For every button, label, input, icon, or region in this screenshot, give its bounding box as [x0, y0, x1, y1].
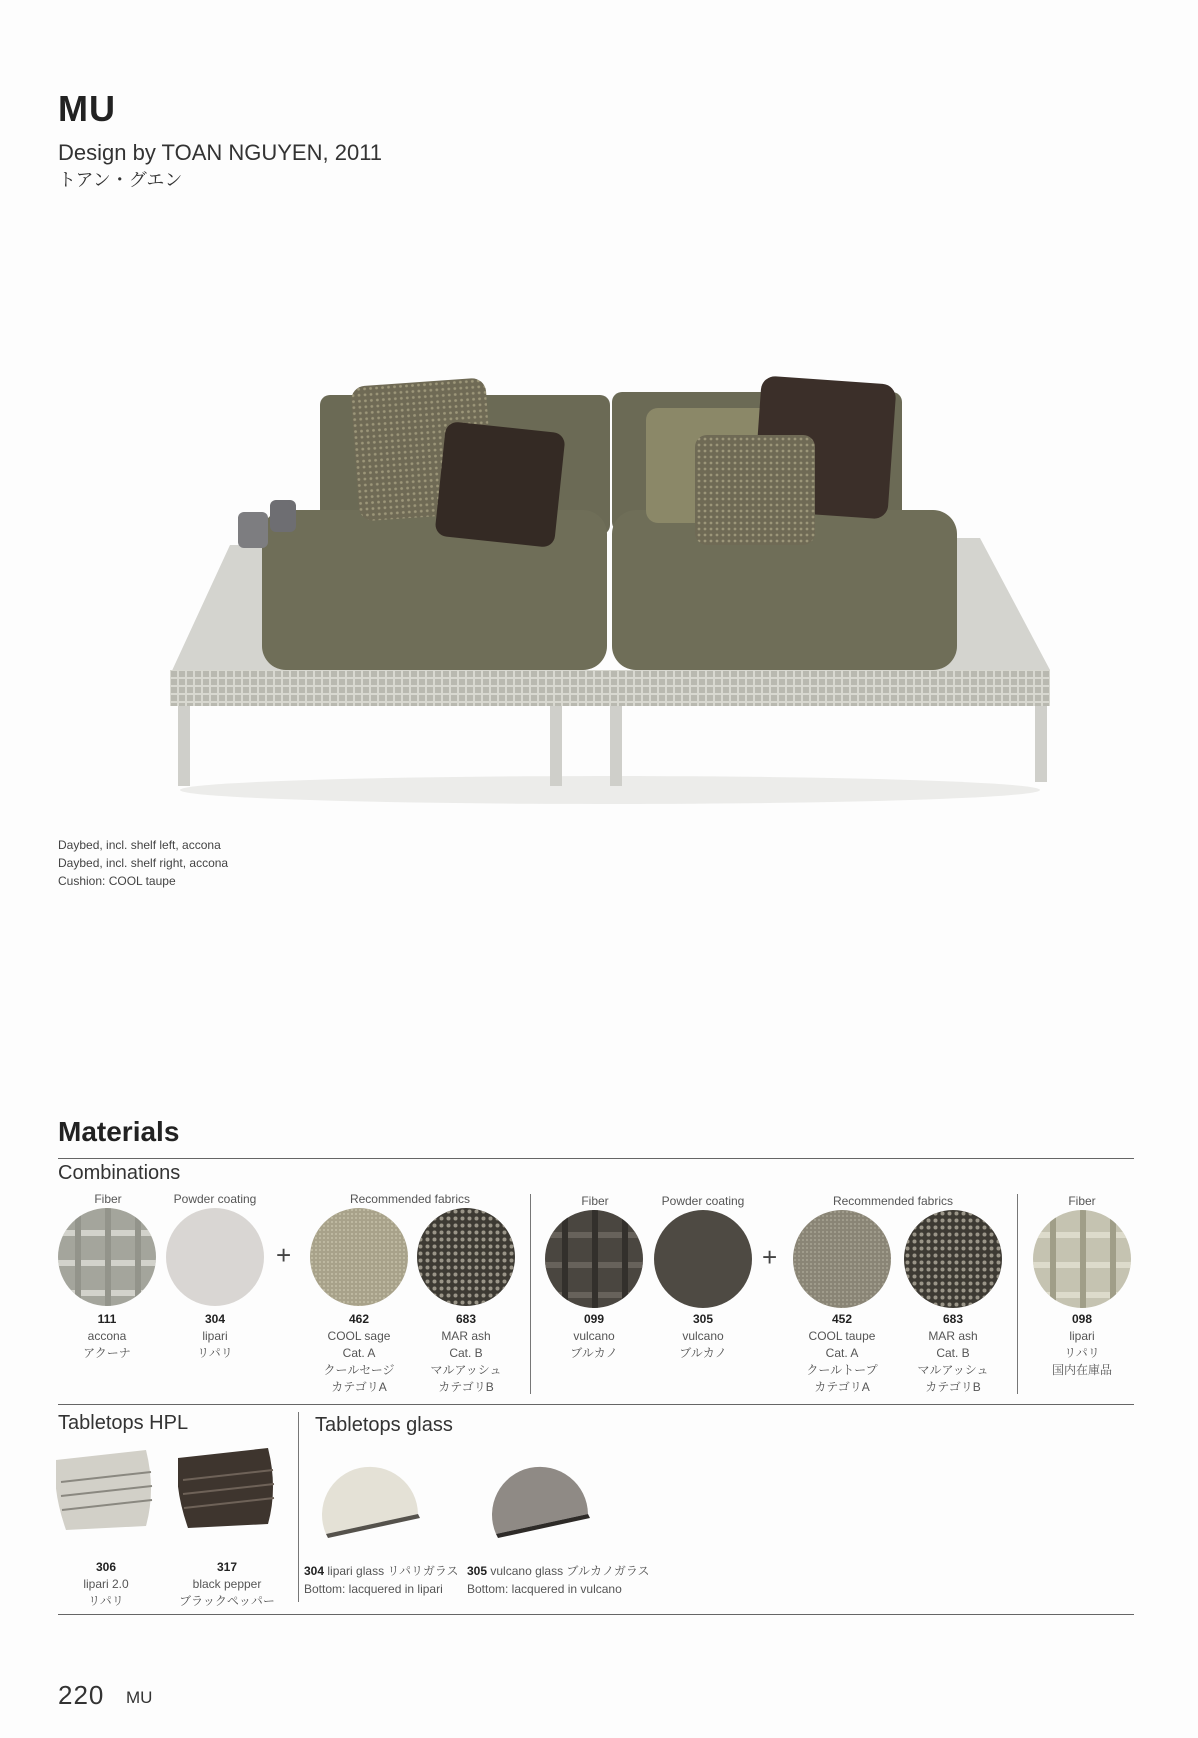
divider-2 — [1017, 1194, 1018, 1394]
label-683-a: MAR ash Cat. B マルアッシュ カテゴリB — [430, 1329, 502, 1394]
code-304: 304 — [204, 1312, 226, 1326]
caption-daybed-right: Daybed, incl. shelf right, accona — [58, 856, 229, 870]
swatch-452 — [793, 1210, 891, 1308]
header-fiber-3: Fiber — [1068, 1194, 1096, 1208]
materials-rule — [58, 1158, 1134, 1159]
header-fiber-2: Fiber — [581, 1194, 609, 1208]
combinations-title: Combinations — [58, 1162, 181, 1184]
label-452: COOL taupe Cat. A クールトープ カテゴリA — [806, 1329, 878, 1394]
swatch-099 — [545, 1210, 643, 1308]
swatch-683-b — [904, 1210, 1002, 1308]
materials-title: Materials — [58, 1116, 180, 1147]
header-fabrics-1: Recommended fabrics — [349, 1192, 471, 1206]
divider-1 — [530, 1194, 531, 1394]
code-099: 099 — [583, 1312, 605, 1326]
label-098: lipari リパリ 国内在庫品 — [1051, 1329, 1112, 1377]
code-306: 306 — [95, 1560, 117, 1574]
code-683-a: 683 — [455, 1312, 477, 1326]
plus-icon-2: + — [762, 1242, 778, 1272]
header-fabrics-2: Recommended fabrics — [832, 1194, 954, 1208]
header-powder-1: Powder coating — [173, 1192, 257, 1206]
swatch-462 — [310, 1208, 408, 1306]
label-glass-304: 304 lipari glass リパリガラス Bottom: lacquered in lipari — [304, 1564, 459, 1596]
designer-credit: Design by TOAN NGUYEN, 2011 — [58, 140, 383, 165]
glass-305-image — [488, 1452, 592, 1542]
plus-icon: + — [276, 1240, 292, 1270]
code-111: 111 — [97, 1312, 117, 1326]
label-111: accona アクーナ — [83, 1329, 131, 1360]
page-number: 220 — [58, 1680, 105, 1710]
header-powder-2: Powder coating — [661, 1194, 745, 1208]
label-683-b: MAR ash Cat. B マルアッシュ カテゴリB — [917, 1329, 989, 1394]
swatch-304 — [166, 1208, 264, 1306]
code-462: 462 — [348, 1312, 370, 1326]
tabletops-glass-title: Tabletops glass — [315, 1414, 453, 1436]
swatch-305 — [654, 1210, 752, 1308]
combinations-rule — [58, 1404, 1134, 1405]
tabletops-rule — [58, 1614, 1134, 1615]
label-304: lipari リパリ — [197, 1329, 233, 1360]
designer-credit-jp: トアン・グエン — [58, 170, 183, 190]
caption-cushion: Cushion: COOL taupe — [58, 874, 176, 888]
header-fiber-1: Fiber — [94, 1192, 122, 1206]
swatch-683 — [417, 1208, 515, 1306]
code-317: 317 — [216, 1560, 238, 1574]
label-305: vulcano ブルカノ — [679, 1329, 727, 1360]
label-462: COOL sage Cat. A クールセージ カテゴリA — [323, 1329, 395, 1394]
tabletop-317-image — [178, 1448, 278, 1528]
divider-3 — [298, 1412, 299, 1602]
label-glass-305: 305 vulcano glass ブルカノガラス Bottom: lacquered in vulcano — [467, 1564, 650, 1596]
product-photo — [150, 370, 1070, 810]
code-683-b: 683 — [942, 1312, 964, 1326]
page-title: MU — [58, 88, 116, 129]
code-452: 452 — [831, 1312, 853, 1326]
label-317: black pepper ブラックペッパー — [179, 1577, 275, 1608]
swatch-111 — [58, 1208, 156, 1306]
glass-304-image — [318, 1452, 422, 1542]
label-306: lipari 2.0 リパリ — [83, 1577, 129, 1608]
caption-daybed-left: Daybed, incl. shelf left, accona — [58, 838, 221, 852]
label-099: vulcano ブルカノ — [570, 1329, 618, 1360]
swatch-098 — [1033, 1210, 1131, 1308]
tabletop-306-image — [56, 1450, 156, 1530]
code-098: 098 — [1071, 1312, 1093, 1326]
tabletops-hpl-title: Tabletops HPL — [58, 1412, 189, 1434]
code-305: 305 — [692, 1312, 714, 1326]
page-name: MU — [126, 1688, 153, 1707]
